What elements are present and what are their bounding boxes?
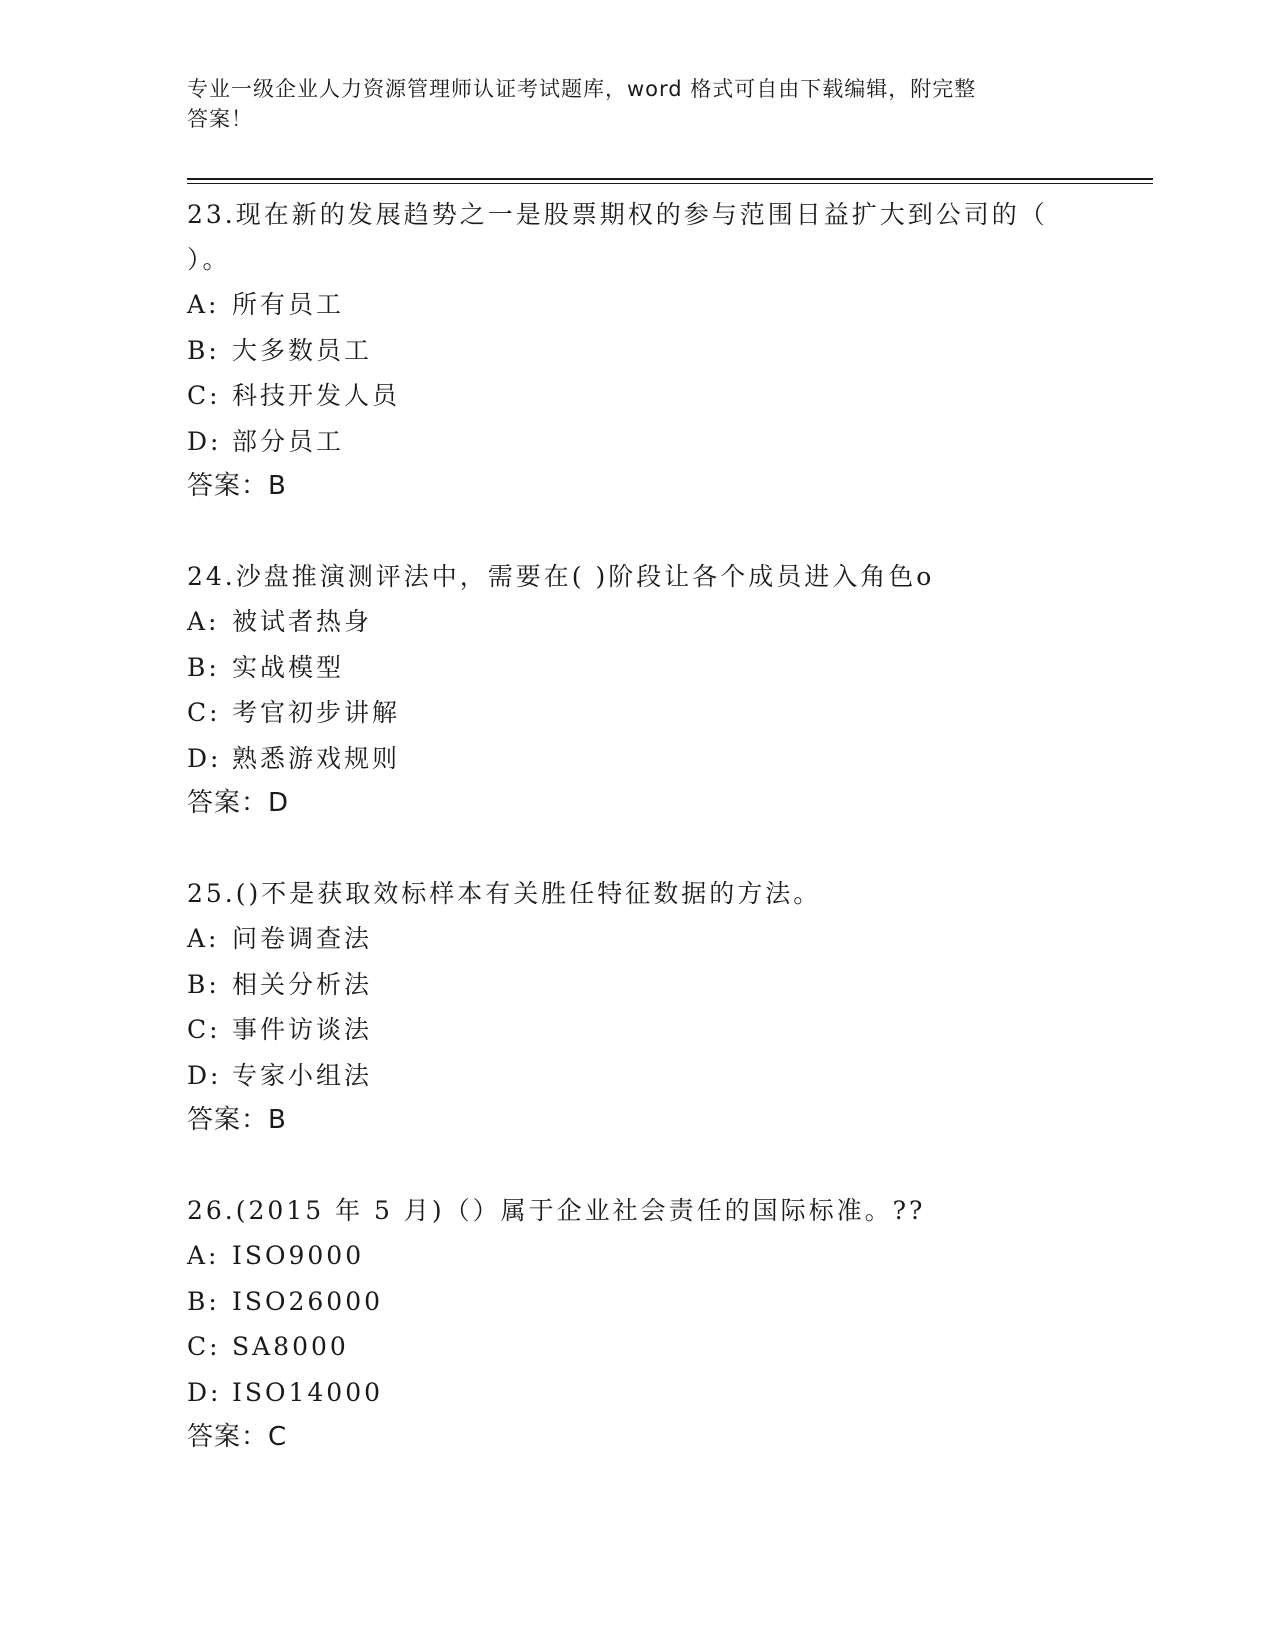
option-b [187, 328, 1087, 374]
question-stem: 24.沙盘推演测评法中，需要在( )阶段让各个成员进入角色o [187, 562, 935, 591]
answer-line: 答案：D [187, 788, 290, 818]
option-letter: B: [187, 652, 220, 682]
option-c [187, 373, 1087, 419]
option-text: 考官初步讲解 [232, 698, 401, 727]
option-d [187, 1370, 1087, 1416]
answer-line: 答案：C [187, 1422, 288, 1452]
option-letter: B: [187, 1286, 220, 1316]
question-24 [187, 554, 1087, 826]
option-d [187, 419, 1087, 465]
option-a [187, 282, 1087, 328]
option-letter: D: [187, 1060, 222, 1090]
option-text: 大多数员工 [232, 335, 373, 365]
question-stem: 25.()不是获取效标样本有关胜任特征数据的方法。 [187, 879, 822, 908]
option-letter: C: [187, 381, 221, 410]
document-header [187, 74, 1067, 134]
option-text: 科技开发人员 [232, 381, 401, 410]
question-stem: 23.现在新的发展趋势之一是股票期权的参与范围日益扩大到公司的（ ）。 [187, 200, 1048, 274]
option-letter: D: [187, 1377, 222, 1407]
option-letter: A: [187, 924, 220, 953]
option-c [187, 1324, 1087, 1370]
option-text: 部分员工 [232, 426, 345, 456]
question-stem: 26.(2015 年 5 月)（）属于企业社会责任的国际标准。?? [187, 1196, 926, 1225]
option-a [187, 1233, 1087, 1279]
option-letter: D: [187, 743, 222, 773]
question-list [187, 192, 1087, 1505]
option-text: 问卷调查法 [232, 924, 373, 953]
header-line-1: 专业一级企业人力资源管理师认证考试题库，word 格式可自由下载编辑，附完整 [187, 77, 977, 101]
answer-line: 答案：B [187, 471, 287, 501]
option-text: 熟悉游戏规则 [232, 743, 401, 773]
option-letter: C: [187, 698, 221, 727]
option-c [187, 690, 1087, 736]
option-a [187, 916, 1087, 962]
option-text: ISO9000 [232, 1241, 365, 1270]
option-letter: D: [187, 426, 222, 456]
option-d [187, 1053, 1087, 1099]
option-text: 实战模型 [232, 652, 345, 682]
option-text: 专家小组法 [232, 1060, 373, 1090]
option-letter: C: [187, 1332, 221, 1361]
option-b [187, 962, 1087, 1008]
option-text: 相关分析法 [232, 969, 373, 999]
option-c [187, 1007, 1087, 1053]
option-letter: A: [187, 290, 220, 319]
option-b [187, 645, 1087, 691]
question-23 [187, 192, 1087, 509]
header-line-2: 答案！ [187, 107, 253, 131]
option-letter: A: [187, 1241, 220, 1270]
option-text: 事件访谈法 [232, 1015, 373, 1044]
option-text: SA8000 [232, 1332, 349, 1361]
option-letter: B: [187, 969, 220, 999]
option-b [187, 1279, 1087, 1325]
question-25 [187, 871, 1087, 1143]
header-divider-thick [187, 178, 1153, 180]
option-text: 所有员工 [232, 290, 345, 319]
question-26 [187, 1188, 1087, 1460]
option-letter: B: [187, 335, 220, 365]
option-text: ISO26000 [232, 1286, 384, 1316]
option-text: ISO14000 [232, 1377, 384, 1407]
answer-line: 答案：B [187, 1105, 287, 1135]
header-divider-thin [187, 183, 1153, 184]
option-d [187, 736, 1087, 782]
option-letter: C: [187, 1015, 221, 1044]
option-text: 被试者热身 [232, 607, 373, 636]
option-a [187, 599, 1087, 645]
option-letter: A: [187, 607, 220, 636]
